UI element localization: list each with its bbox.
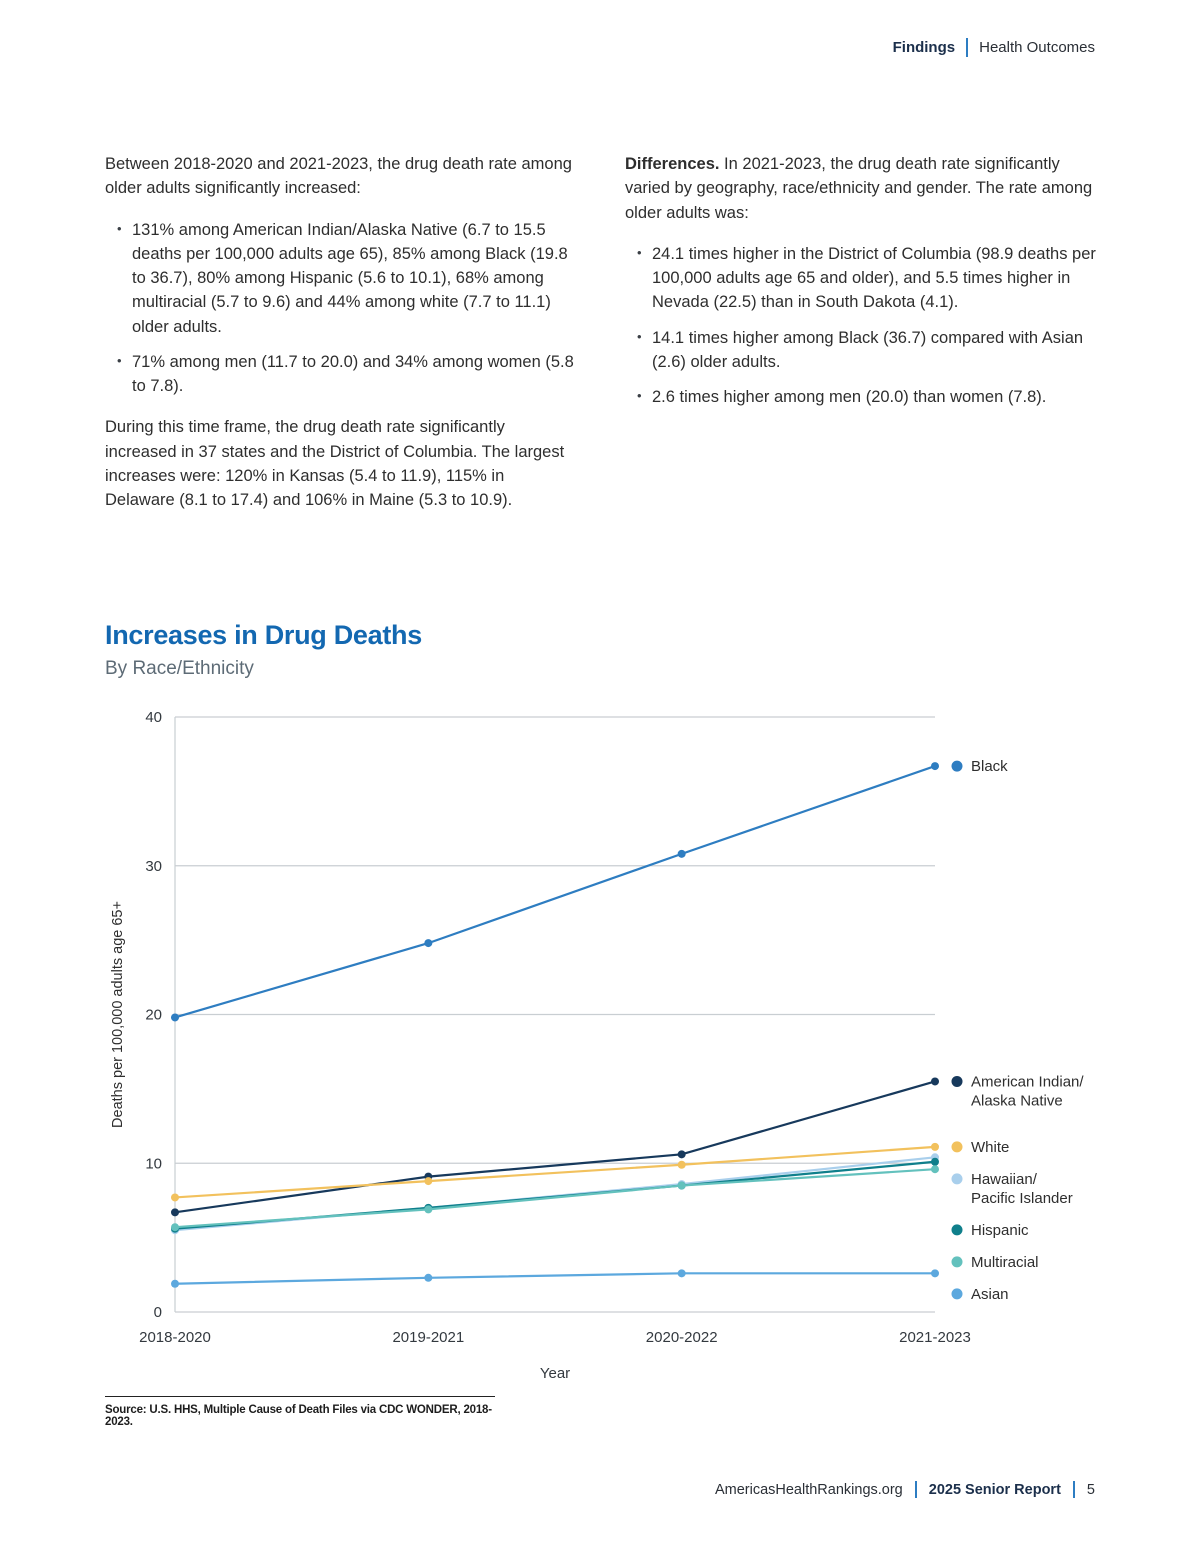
intro-bullet-list [115,218,577,399]
legend-label: Multiracial [971,1253,1039,1271]
legend-label: Pacific Islander [971,1189,1073,1207]
data-point [424,939,432,947]
intro-closing-paragraph: During this time frame, the drug death rate significantly increased in 37 states and the District of Columbia. The largest increases were: 120% in Kansas (5.4 to 11.9), 115% in Delaware (8.1 to 17.4) and 106% in Maine (5.3 to 10.9). [105,418,565,509]
chart-title: Increases in Drug Deaths [105,620,422,650]
page-footer [715,1481,1095,1498]
drug-deaths-line-chart [105,692,1115,1392]
legend-label: Alaska Native [971,1092,1063,1110]
legend-dot [952,1076,963,1087]
series-line [175,766,935,1017]
x-tick-label: 2018-2020 [139,1329,211,1346]
differences-bullet-list [635,242,1097,410]
footer-divider-2 [1073,1481,1075,1498]
legend-label: Hawaiian/ [971,1170,1037,1188]
y-tick-label: 30 [145,857,162,875]
data-point [678,850,686,858]
data-point [931,762,939,770]
series-line [175,1169,935,1227]
data-point [171,1193,179,1201]
chart-source: Source: U.S. HHS, Multiple Cause of Death Files via CDC WONDER, 2018-2023. [105,1396,495,1428]
data-point [678,1269,686,1277]
y-tick-label: 0 [153,1304,162,1321]
data-point [424,1205,432,1213]
differences-lead-rest: In 2021-2023, the drug death rate significantly varied by geography, race/ethnicity and gender. The rate among older adults was: [625,155,1093,222]
legend-label: American Indian/ [971,1073,1084,1091]
data-point [678,1161,686,1169]
footer-report-label: 2025 Senior Report [928,1481,1061,1498]
data-point [931,1165,939,1173]
differences-lead-paragraph [625,152,1097,225]
legend-dot [952,1224,963,1235]
legend-label: White [971,1138,1010,1156]
left-column [105,152,577,529]
series-line [175,1081,935,1212]
series-line [175,1273,935,1283]
footer-page-number: 5 [1086,1481,1095,1498]
header-subsection-label: Health Outcomes [979,39,1095,56]
page-header [893,38,1095,57]
legend-dot [952,1173,963,1184]
differences-bullet-2: • 14.1 times higher among Black (36.7) compared with Asian (2.6) older adults. [635,326,1097,375]
data-point [931,1143,939,1151]
x-tick-label: 2019-2021 [392,1329,465,1346]
y-axis-title: Deaths per 100,000 adults age 65+ [110,901,126,1128]
body-columns [105,152,1097,529]
data-point [678,1182,686,1190]
data-point [171,1223,179,1231]
differences-bullet-3: • 2.6 times higher among men (20.0) than women (7.8). [635,385,1097,409]
legend-dot [952,1141,963,1152]
legend-label: Hispanic [971,1221,1029,1239]
y-tick-label: 10 [145,1155,162,1173]
data-point [171,1280,179,1288]
data-point [931,1269,939,1277]
data-point [171,1208,179,1216]
data-point [424,1177,432,1185]
data-point [424,1274,432,1282]
legend-dot [952,1256,963,1267]
data-point [171,1013,179,1021]
footer-divider-1 [915,1481,917,1498]
chart-section [105,620,1115,1428]
x-tick-label: 2020-2022 [645,1329,718,1346]
footer-site-label: AmericasHealthRankings.org [714,1481,903,1498]
legend-label: Asian [971,1285,1009,1303]
legend-dot [952,1288,963,1299]
differences-lead-bold: Differences. [625,155,720,173]
intro-bullet-1: • 131% among American Indian/Alaska Native (6.7 to 15.5 deaths per 100,000 adults age 65), 85% among Black (19.8 to 36.7), 80% among Hispanic (5.6 to 10.1), 68% among multiracial (5.7 to 9.6) and 44% among white (7.7 to 11.1) older adults. [115,218,577,339]
y-tick-label: 20 [145,1006,162,1024]
legend-label: Black [971,758,1008,776]
legend-dot [952,761,963,772]
chart-subtitle: By Race/Ethnicity [105,658,254,679]
data-point [678,1150,686,1158]
header-divider [966,38,968,57]
header-section-label: Findings [892,39,956,56]
x-axis-title: Year [539,1365,571,1382]
intro-bullet-2: • 71% among men (11.7 to 20.0) and 34% among women (5.8 to 7.8). [115,350,577,399]
y-tick-label: 40 [145,709,162,726]
data-point [931,1158,939,1166]
right-column [625,152,1097,529]
intro-lead-paragraph: Between 2018-2020 and 2021-2023, the drug death rate among older adults significantly increased: [105,155,572,198]
x-tick-label: 2021-2023 [899,1329,971,1346]
data-point [931,1077,939,1085]
differences-bullet-1: • 24.1 times higher in the District of Columbia (98.9 deaths per 100,000 adults age 65 and older), and 5.5 times higher in Nevada (22.5) than in South Dakota (4.1). [635,242,1097,315]
